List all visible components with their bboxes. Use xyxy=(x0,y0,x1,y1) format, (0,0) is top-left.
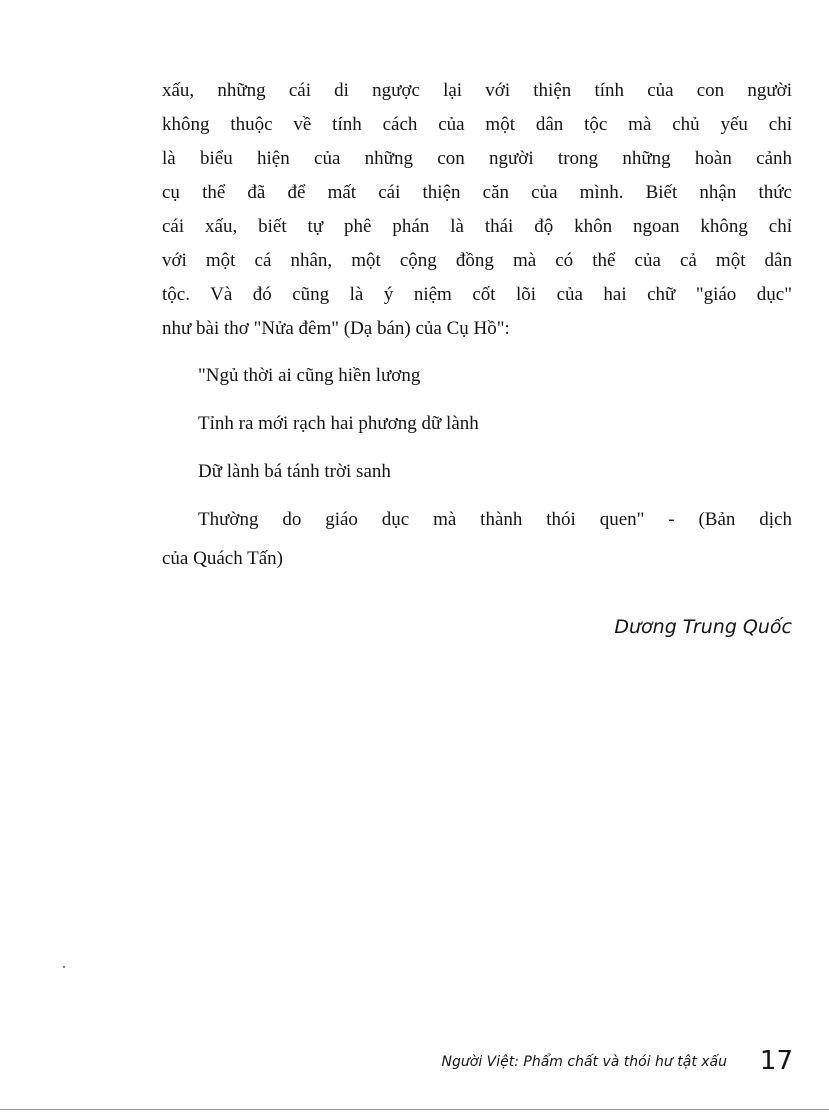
poem-continuation: của Quách Tấn) xyxy=(162,548,283,569)
poem-line: "Ngủ thời ai cũng hiền lương xyxy=(198,365,421,386)
paragraph-line: cái xấu, biết tự phê phán là thái độ khôn ngoan không chỉ xyxy=(162,216,792,237)
paragraph-line: không thuộc về tính cách của một dân tộc mà chủ yếu chỉ xyxy=(162,114,792,135)
paragraph-line: cụ thể đã để mất cái thiện căn của mình. Biết nhận thức xyxy=(162,182,792,203)
page-number: 17 xyxy=(759,1046,793,1076)
paragraph-line: như bài thơ "Nửa đêm" (Dạ bán) của Cụ Hồ": xyxy=(162,318,510,339)
bottom-edge-line xyxy=(0,1109,829,1110)
paragraph-line: là biểu hiện của những con người trong những hoàn cảnh xyxy=(162,148,792,169)
paragraph-line: xấu, những cái di ngược lại với thiện tính của con người xyxy=(162,80,792,101)
paragraph-line: với một cá nhân, một cộng đồng mà có thể của cả một dân xyxy=(162,250,792,271)
poem-line: Thường do giáo dục mà thành thói quen" - (Bản dịch xyxy=(198,509,792,530)
author-signature: Dương Trung Quốc xyxy=(614,616,792,638)
scan-speck xyxy=(63,966,65,968)
running-footer-title: Người Việt: Phẩm chất và thói hư tật xấu xyxy=(441,1054,727,1070)
body-text xyxy=(162,74,792,578)
poem-line: Tỉnh ra mới rạch hai phương dữ lành xyxy=(198,413,479,434)
poem-line: Dữ lành bá tánh trời sanh xyxy=(198,461,391,482)
page-footer xyxy=(0,1044,829,1084)
paragraph-line: tộc. Và đó cũng là ý niệm cốt lõi của hai chữ "giáo dục" xyxy=(162,284,792,305)
